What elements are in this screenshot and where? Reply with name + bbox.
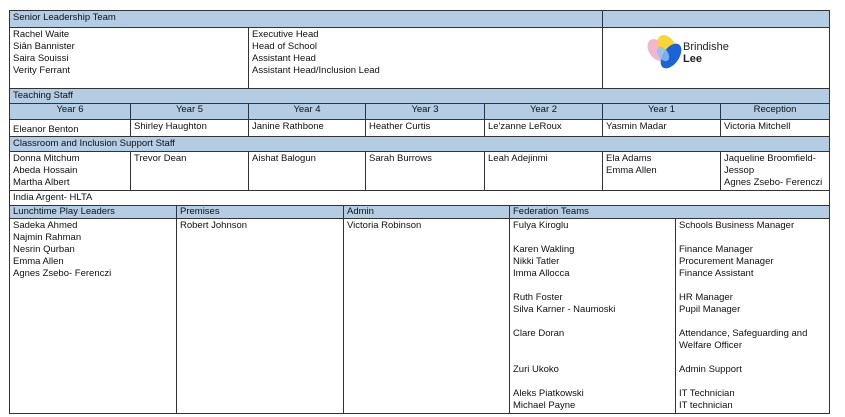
federation-name: Ruth Foster — [513, 292, 563, 303]
teacher-cell — [9, 119, 131, 137]
support-cell — [248, 151, 366, 191]
lunchtime-header — [9, 205, 177, 219]
premises-cell — [176, 218, 344, 414]
teacher-cell — [720, 119, 830, 137]
year-column-header: Year 5 — [130, 103, 249, 120]
lunchtime-name: Nesrin Qurban — [13, 244, 75, 255]
logo-line1: Brindishe — [683, 41, 729, 53]
teacher-name: Le'zanne LeRoux — [488, 121, 562, 132]
premises-name: Robert Johnson — [180, 220, 248, 231]
admin-cell — [343, 218, 510, 414]
slt-name: Saira Souissi — [13, 53, 69, 64]
federation-header — [509, 205, 830, 219]
slt-role: Assistant Head/Inclusion Lead — [252, 65, 380, 76]
teacher-name: Yasmin Madar — [606, 121, 667, 132]
federation-title: Federation Teams — [513, 206, 589, 217]
support-name: Trevor Dean — [134, 153, 187, 164]
support-name: Aishat Balogun — [252, 153, 316, 164]
hlta-name: India Argent- HLTA — [13, 192, 93, 203]
support-name: Leah Adejinmi — [488, 153, 548, 164]
slt-name: Rachel Waite — [13, 29, 70, 40]
admin-header — [343, 205, 510, 219]
federation-name: Fulya Kiroglu — [513, 220, 569, 231]
federation-role: IT Technician — [679, 388, 735, 399]
lunchtime-name: Sadeka Ahmed — [13, 220, 78, 231]
admin-title: Admin — [347, 206, 374, 217]
year-column-header: Reception — [720, 103, 830, 120]
teaching-title: Teaching Staff — [13, 90, 74, 101]
support-cell — [602, 151, 721, 191]
slt-role: Head of School — [252, 41, 317, 52]
support-name: Jessop — [724, 165, 755, 176]
brindishe-lee-logo — [645, 30, 765, 76]
lunchtime-title: Lunchtime Play Leaders — [13, 206, 115, 217]
teacher-cell — [130, 119, 249, 137]
support-name: Ela Adams — [606, 153, 652, 164]
federation-name: Zuri Ukoko — [513, 364, 559, 375]
slt-role: Assistant Head — [252, 53, 316, 64]
federation-name: Clare Doran — [513, 328, 565, 339]
federation-role: Admin Support — [679, 364, 742, 375]
slt-name: Verity Ferrant — [13, 65, 71, 76]
slt-header-right — [602, 10, 830, 28]
admin-name: Victoria Robinson — [347, 220, 422, 231]
year-column-header: Year 1 — [602, 103, 721, 120]
support-cell — [365, 151, 485, 191]
teacher-name: Janine Rathbone — [252, 121, 324, 132]
lunchtime-name: Agnes Zsebo- Ferenczi — [13, 268, 112, 279]
premises-title: Premises — [180, 206, 220, 217]
federation-name: Michael Payne — [513, 400, 576, 411]
year-column-header: Year 6 — [9, 103, 131, 120]
support-name: Martha Albert — [13, 177, 70, 188]
federation-role: Finance Assistant — [679, 268, 754, 279]
year-column-header: Year 3 — [365, 103, 485, 120]
hlta-row — [9, 190, 830, 206]
federation-role: Procurement Manager — [679, 256, 774, 267]
teaching-header — [9, 88, 830, 104]
support-name: Donna Mitchum — [13, 153, 80, 164]
premises-header — [176, 205, 344, 219]
teacher-cell — [484, 119, 603, 137]
federation-role: Welfare Officer — [679, 340, 743, 351]
slt-name: Siân Bannister — [13, 41, 75, 52]
support-name: Abeda Hossain — [13, 165, 78, 176]
year-column-header: Year 4 — [248, 103, 366, 120]
slt-title: Senior Leadership Team — [13, 12, 116, 23]
federation-role: Finance Manager — [679, 244, 753, 255]
logo-line2: Lee — [683, 53, 702, 65]
teacher-name: Shirley Haughton — [134, 121, 207, 132]
support-cell — [720, 151, 830, 191]
federation-role: HR Manager — [679, 292, 733, 303]
support-name: Sarah Burrows — [369, 153, 432, 164]
teacher-cell — [602, 119, 721, 137]
teacher-name: Victoria Mitchell — [724, 121, 791, 132]
federation-role: Schools Business Manager — [679, 220, 795, 231]
brindishe-logo-icon — [645, 30, 685, 76]
teacher-cell — [248, 119, 366, 137]
teacher-name: Heather Curtis — [369, 121, 431, 132]
federation-name: Aleks Piatkowski — [513, 388, 584, 399]
support-name: Emma Allen — [606, 165, 657, 176]
slt-header — [9, 10, 603, 28]
support-cell — [130, 151, 249, 191]
slt-roles-cell — [248, 27, 603, 89]
lunchtime-cell — [9, 218, 177, 414]
federation-name: Imma Allocca — [513, 268, 570, 279]
support-cell — [484, 151, 603, 191]
support-name: Agnes Zsebo- Ferenczi — [724, 177, 823, 188]
year-column-header: Year 2 — [484, 103, 603, 120]
lunchtime-name: Emma Allen — [13, 256, 64, 267]
logo-wordmark — [683, 41, 729, 65]
federation-name: Karen Wakling — [513, 244, 575, 255]
slt-names-cell — [9, 27, 249, 89]
teacher-cell — [365, 119, 485, 137]
teacher-name: Eleanor Benton — [13, 124, 79, 135]
federation-role: Pupil Manager — [679, 304, 741, 315]
support-title: Classroom and Inclusion Support Staff — [13, 138, 175, 149]
federation-name: Nikki Tatler — [513, 256, 560, 267]
support-header — [9, 136, 830, 152]
federation-role: IT technician — [679, 400, 733, 411]
slt-role: Executive Head — [252, 29, 319, 40]
federation-role: Attendance, Safeguarding and — [679, 328, 808, 339]
federation-names-cell — [509, 218, 676, 414]
support-cell — [9, 151, 131, 191]
lunchtime-name: Najmin Rahman — [13, 232, 82, 243]
federation-roles-cell — [675, 218, 830, 414]
federation-name: Silva Karner - Naumoski — [513, 304, 616, 315]
support-name: Jaqueline Broomfield- — [724, 153, 816, 164]
